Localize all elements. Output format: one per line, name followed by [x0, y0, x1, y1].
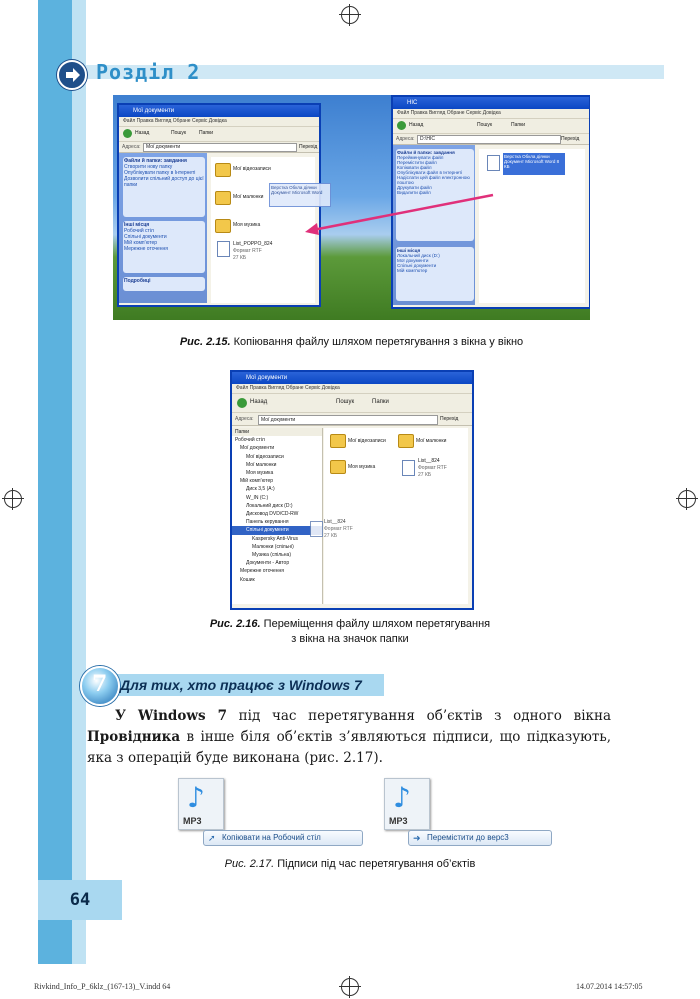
- place-link[interactable]: Мої документи: [397, 258, 429, 263]
- file-size: 27 КБ: [233, 255, 247, 261]
- other-title: Інші місця: [124, 222, 150, 228]
- move-hint-text: Перемістити до верс3: [427, 833, 509, 842]
- selected-file-label[interactable]: Верстка Обкла діянки Документ Microsoft Word 8 КБ: [503, 153, 565, 175]
- figure-2-17-caption: [160, 858, 540, 870]
- registration-mark-icon: [678, 490, 696, 508]
- task-link[interactable]: Надіслати цей файл електронною поштою: [397, 175, 470, 185]
- menu-bar[interactable]: Файл Правка Вигляд Обране Сервіс Довідка: [393, 109, 589, 119]
- task-link[interactable]: Опублікувати файл в Інтернеті: [397, 170, 463, 175]
- mp3-file-icon[interactable]: [178, 778, 224, 830]
- task-link[interactable]: Перейменувати файл: [397, 155, 444, 160]
- drag-file-type: Формат RTF: [324, 526, 353, 532]
- tree-item[interactable]: Панель керування: [246, 519, 289, 526]
- section-arrow-icon: [57, 60, 87, 90]
- page-number: 64: [69, 890, 91, 910]
- music-note-icon: ♪: [187, 781, 205, 814]
- drag-file-name: List__824: [324, 519, 346, 525]
- folder-label: Мої малюнки: [416, 438, 447, 444]
- search-button[interactable]: Пошук: [477, 122, 493, 128]
- file-type: Формат RTF: [233, 248, 262, 254]
- windows7-heading: Для тих, хто працює з Windows 7: [120, 677, 362, 693]
- document-icon: [310, 521, 323, 537]
- caption-text-line1: Переміщення файлу шляхом перетягування: [260, 618, 491, 630]
- footer-file-info: Rivkind_Info_P_6klz_(167-13)_V.indd 64: [34, 982, 171, 991]
- folder-icon[interactable]: [398, 434, 414, 448]
- tree-item[interactable]: Диск 3,5 (A:): [246, 486, 275, 493]
- para-lead: У: [115, 708, 126, 724]
- place-link[interactable]: Локальний диск (D:): [397, 253, 440, 258]
- figure-2-16-caption: [160, 617, 540, 647]
- tree-item[interactable]: W_IN (C:): [246, 494, 269, 501]
- folder-icon[interactable]: [330, 460, 346, 474]
- address-input[interactable]: Мої документи: [258, 415, 438, 425]
- windows7-logo-digit: 7: [92, 671, 108, 697]
- tree-item[interactable]: Мережне оточення: [240, 568, 284, 575]
- drag-arrow-icon: [113, 95, 590, 320]
- place-link[interactable]: Робочий стіл: [124, 228, 154, 234]
- task-link[interactable]: Перемістити файл: [397, 160, 437, 165]
- go-button[interactable]: Перехід: [299, 144, 318, 150]
- figure-2-15-caption: [113, 336, 590, 348]
- search-button[interactable]: Пошук: [171, 130, 187, 136]
- sidebar-strip: [38, 0, 72, 964]
- registration-mark-icon: [341, 6, 359, 24]
- para-text-2: в інше біля об’єктів з’являються підписи, що підказують, яка з операцій буде виконана (рис. 2.17).: [87, 729, 611, 766]
- back-icon[interactable]: [237, 398, 247, 408]
- tasks-title: Файли й папки: завдання: [124, 158, 187, 164]
- tree-pane-title: Папки: [232, 428, 322, 436]
- tree-item[interactable]: Мої малюнки: [246, 461, 277, 468]
- figure-2-15-screenshot: [113, 95, 590, 320]
- drag-file-size: 27 КБ: [324, 533, 338, 539]
- figure-2-16-explorer-window: [230, 370, 474, 610]
- folders-button[interactable]: Папки: [199, 130, 214, 136]
- task-link[interactable]: Видалити файл: [397, 190, 431, 195]
- caption-text: Підписи під час перетягування об’єктів: [274, 858, 476, 870]
- tree-item[interactable]: Моя музика: [246, 470, 274, 477]
- caption-text: Копіювання файлу шляхом перетягування з вікна у вікно: [230, 336, 524, 348]
- folders-button[interactable]: Папки: [372, 399, 389, 405]
- address-label: Адреса:: [122, 144, 141, 150]
- move-hint-tooltip: [408, 830, 552, 846]
- window-titlebar[interactable]: Мої документи: [232, 372, 472, 384]
- tree-item[interactable]: Kaspersky Anti-Virus: [252, 535, 299, 542]
- folder-label: Мої малюнки: [233, 194, 264, 200]
- windows7-paragraph: [87, 706, 611, 769]
- copy-hint-tooltip: [203, 830, 363, 846]
- mp3-label: MP3: [183, 816, 202, 826]
- back-button[interactable]: Назад: [409, 122, 424, 128]
- details-box[interactable]: Подробиці: [123, 277, 205, 291]
- para-text-1: під час перетягування об’єктів з одного вікна: [227, 708, 611, 724]
- go-button[interactable]: Перехід: [561, 136, 580, 142]
- place-link[interactable]: Мережне оточення: [124, 246, 168, 252]
- move-arrow-icon: ➜: [413, 833, 421, 843]
- address-bar: [232, 413, 472, 426]
- file-name: List_POPPO_824: [233, 241, 273, 247]
- menu-bar[interactable]: Файл Правка Вигляд Обране Сервіс Довідка: [119, 117, 319, 127]
- search-button[interactable]: Пошук: [336, 399, 355, 405]
- tasks-title: Файли й папки: завдання: [397, 150, 455, 155]
- folder-label: Мої відеозаписи: [348, 438, 386, 444]
- folder-label: Моя музика: [348, 464, 376, 470]
- sidebar-strip-light: [72, 0, 86, 964]
- dragged-file-ghost[interactable]: Верстка Обкла діянки Документ Microsoft Word: [269, 183, 331, 207]
- window-titlebar[interactable]: НІС: [393, 97, 589, 109]
- go-button[interactable]: Перехід: [440, 416, 459, 422]
- caption-text-line2: з вікна на значок папки: [291, 633, 409, 645]
- caption-number: Рис. 2.15.: [179, 336, 231, 348]
- registration-mark-icon: [341, 978, 359, 996]
- folder-icon[interactable]: [330, 434, 346, 448]
- tree-item[interactable]: Малюнки (спільні): [252, 543, 294, 550]
- music-note-icon: ♪: [393, 781, 411, 814]
- tree-item[interactable]: Музика (спільна): [252, 552, 291, 559]
- place-link[interactable]: Спільні документи: [397, 263, 437, 268]
- task-link[interactable]: Дозволити спільний доступ до цієї папки: [124, 176, 204, 188]
- tree-item[interactable]: Мої відеозаписи: [246, 453, 284, 460]
- caption-number: Рис. 2.17.: [224, 858, 275, 870]
- folder-label: Моя музика: [233, 222, 261, 228]
- place-link[interactable]: Мій комп'ютер: [124, 240, 158, 246]
- task-link[interactable]: Опублікувати папку в Інтернеті: [124, 170, 196, 176]
- registration-mark-icon: [4, 490, 22, 508]
- address-label: Адреса:: [235, 416, 254, 422]
- mp3-label: MP3: [389, 816, 408, 826]
- task-link[interactable]: Копіювати файл: [397, 165, 432, 170]
- caption-number: Рис. 2.16.: [209, 618, 261, 630]
- folder-tree: [232, 428, 323, 604]
- address-input[interactable]: Мої документи: [143, 143, 297, 152]
- para-bold-windows7: Windows 7: [138, 708, 228, 724]
- tree-item[interactable]: Мій комп'ютер: [240, 478, 274, 485]
- copy-arrow-icon: ➚: [208, 833, 216, 843]
- toolbar: [232, 394, 472, 413]
- task-link[interactable]: Друкувати файл: [397, 185, 432, 190]
- other-title: Інші місця: [397, 248, 421, 253]
- tree-item-selected[interactable]: Спільні документи: [232, 526, 322, 534]
- tree-item[interactable]: Документи - Автор: [246, 560, 290, 567]
- back-button[interactable]: Назад: [250, 399, 268, 405]
- section-title: Розділ 2: [96, 60, 201, 84]
- window-titlebar[interactable]: Мої документи: [119, 105, 319, 117]
- folder-label: Мої відеозаписи: [233, 166, 271, 172]
- tree-item[interactable]: Локальний диск (D:): [246, 502, 293, 509]
- mp3-file-icon[interactable]: [384, 778, 430, 830]
- tree-item[interactable]: Мої документи: [240, 445, 275, 452]
- footer-timestamp: 14.07.2014 14:57:05: [576, 982, 643, 991]
- task-link[interactable]: Створити нову папку: [124, 164, 173, 170]
- copy-hint-text: Копіювати на Робочий стіл: [222, 833, 321, 842]
- document-icon[interactable]: [402, 460, 415, 476]
- place-link[interactable]: Мій комп'ютер: [397, 268, 428, 273]
- file-name: List__824: [418, 458, 440, 464]
- address-label: Адреса:: [396, 136, 415, 142]
- dragged-file-ghost[interactable]: [308, 517, 358, 543]
- menu-bar[interactable]: Файл Правка Вигляд Обране Сервіс Довідка: [232, 384, 472, 394]
- tree-item[interactable]: Дисковод DVD/CD-RW: [246, 511, 299, 518]
- address-input[interactable]: D:\НІС: [417, 135, 561, 144]
- file-size: 27 КБ: [418, 472, 432, 478]
- tree-item[interactable]: Робочий стіл: [235, 437, 265, 444]
- file-type: Формат RTF: [418, 465, 447, 471]
- place-link[interactable]: Спільні документи: [124, 234, 167, 240]
- para-bold-explorer: Провідника: [87, 729, 181, 745]
- back-button[interactable]: Назад: [135, 130, 150, 136]
- tree-item[interactable]: Кошик: [240, 576, 255, 583]
- folders-button[interactable]: Папки: [511, 122, 526, 128]
- file-list: [324, 428, 468, 604]
